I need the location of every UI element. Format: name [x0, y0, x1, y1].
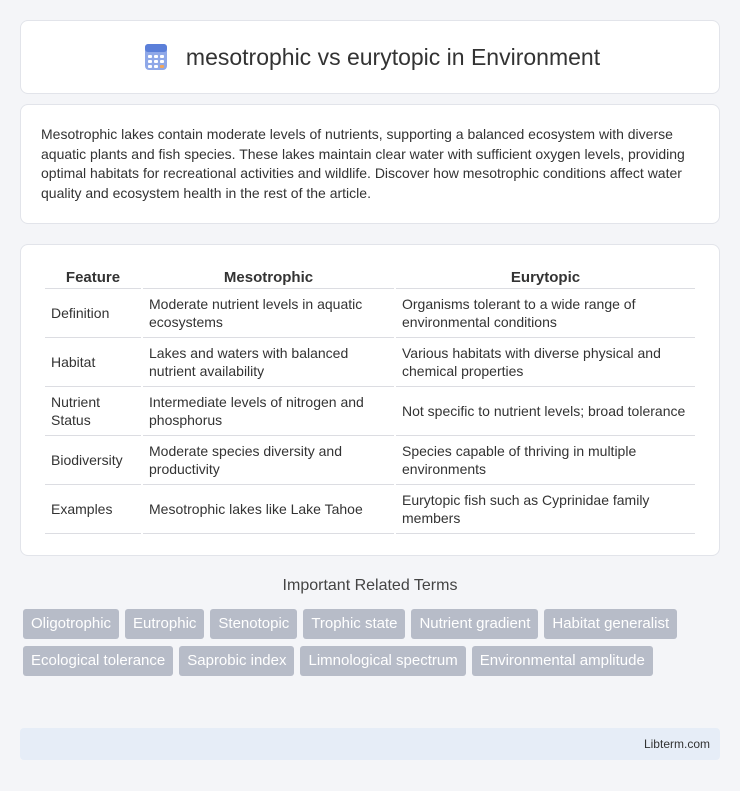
comparison-table-card	[20, 244, 720, 556]
eurytopic-cell: Not specific to nutrient levels; broad tolerance	[396, 387, 695, 436]
intro-paragraph: Mesotrophic lakes contain moderate levels of nutrients, supporting a balanced ecosystem with diverse aquatic plants and fish species. These lakes maintain clear water with sufficient oxygen levels, providing optimal habitats for recreational activities and wildlife. Discover how mesotrophic conditions affect water quality and ecosystem health in the rest of the article.	[41, 126, 685, 201]
table-header-row	[45, 265, 695, 289]
header-card	[20, 20, 720, 94]
mesotrophic-cell: Intermediate levels of nitrogen and phosphorus	[143, 387, 394, 436]
related-term-tag[interactable]: Stenotopic	[210, 609, 297, 639]
table-row	[45, 387, 695, 436]
intro-card	[20, 104, 720, 224]
footer	[20, 728, 720, 760]
related-term-tag[interactable]: Nutrient gradient	[411, 609, 538, 639]
feature-cell: Nutrient Status	[45, 387, 141, 436]
column-header-mesotrophic: Mesotrophic	[143, 265, 394, 289]
mesotrophic-cell: Lakes and waters with balanced nutrient availability	[143, 338, 394, 387]
related-term-tag[interactable]: Saprobic index	[179, 646, 294, 676]
eurytopic-cell: Various habitats with diverse physical and chemical properties	[396, 338, 695, 387]
table-row	[45, 485, 695, 534]
feature-cell: Examples	[45, 485, 141, 534]
calculator-icon	[140, 41, 172, 73]
related-term-tag[interactable]: Limnological spectrum	[300, 646, 465, 676]
related-term-tag[interactable]: Eutrophic	[125, 609, 204, 639]
column-header-eurytopic: Eurytopic	[396, 265, 695, 289]
table-row	[45, 436, 695, 485]
related-terms-heading: Important Related Terms	[282, 577, 458, 594]
related-term-tag[interactable]: Habitat generalist	[544, 609, 677, 639]
related-term-tag[interactable]: Trophic state	[303, 609, 405, 639]
mesotrophic-cell: Mesotrophic lakes like Lake Tahoe	[143, 485, 394, 534]
feature-cell: Biodiversity	[45, 436, 141, 485]
related-term-tag[interactable]: Ecological tolerance	[23, 646, 173, 676]
header-inner	[140, 41, 600, 73]
eurytopic-cell: Organisms tolerant to a wide range of environmental conditions	[396, 289, 695, 338]
feature-cell: Definition	[45, 289, 141, 338]
footer-site-link[interactable]: Libterm.com	[643, 737, 710, 751]
column-header-feature: Feature	[45, 265, 141, 289]
related-term-tag[interactable]: Environmental amplitude	[472, 646, 653, 676]
table-row	[45, 289, 695, 338]
page-title: mesotrophic vs eurytopic in Environment	[185, 43, 601, 70]
feature-cell: Habitat	[45, 338, 141, 387]
comparison-table	[43, 265, 697, 534]
related-terms-list	[23, 609, 723, 676]
related-term-tag[interactable]: Oligotrophic	[23, 609, 119, 639]
mesotrophic-cell: Moderate nutrient levels in aquatic ecosystems	[143, 289, 394, 338]
eurytopic-cell: Species capable of thriving in multiple environments	[396, 436, 695, 485]
eurytopic-cell: Eurytopic fish such as Cyprinidae family members	[396, 485, 695, 534]
table-row	[45, 338, 695, 387]
mesotrophic-cell: Moderate species diversity and productivity	[143, 436, 394, 485]
